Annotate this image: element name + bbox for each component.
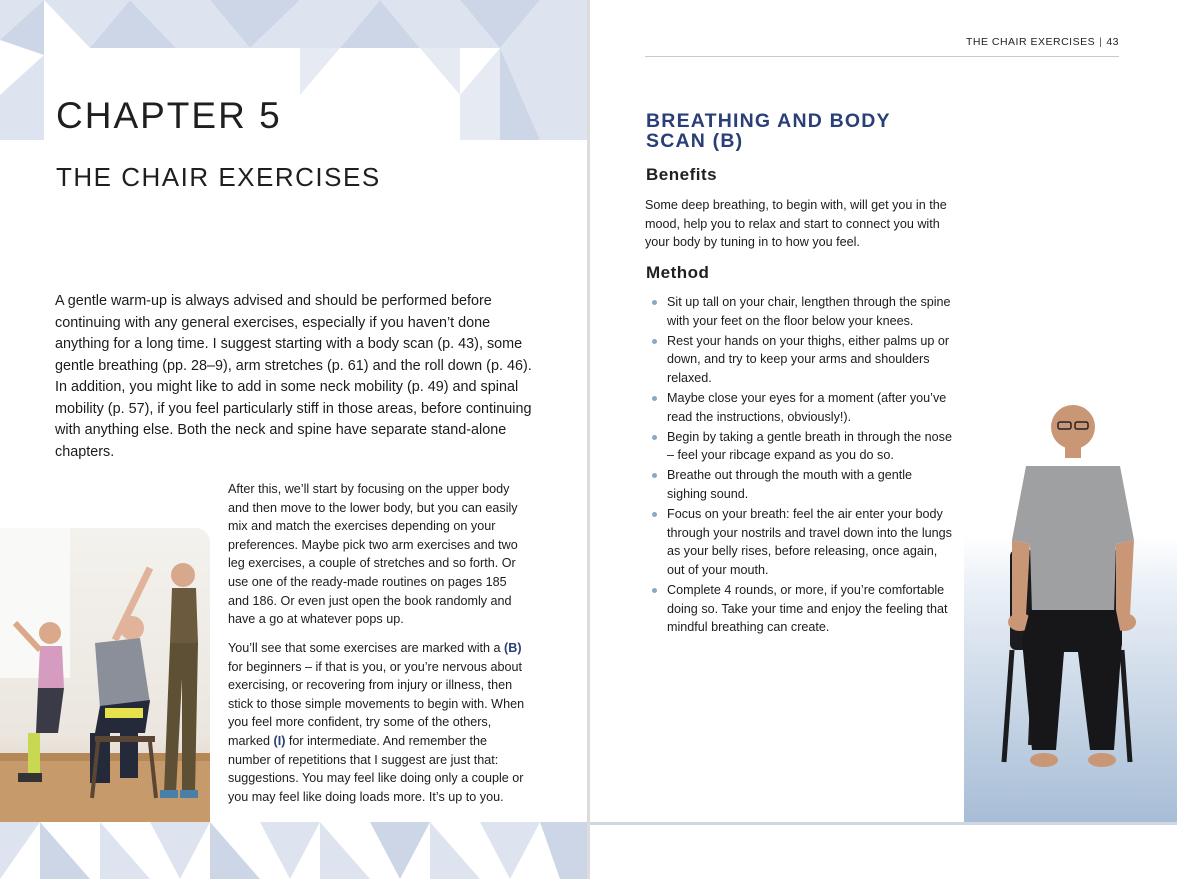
method-step-text: Maybe close your eyes for a moment (after you’ve read the instructions, obviously!). <box>667 390 947 424</box>
section-title-line-1: BREATHING AND BODY <box>646 110 891 132</box>
paragraph-text: You’ll see that some exercises are marked with a <box>228 641 505 655</box>
column-paragraph-2 <box>228 639 528 806</box>
page-bottom-band <box>590 822 1177 825</box>
chapter-number: CHAPTER 5 <box>56 95 282 136</box>
method-step-text: Focus on your breath: feel the air enter your body through your nostrils and travel down into the lungs as your belly rises, before releasing, once again, out of your mouth. <box>667 507 952 577</box>
method-step-text: Breathe out through the mouth with a gentle sighing sound. <box>667 468 913 501</box>
running-head-separator: | <box>1099 36 1103 48</box>
chapter-title: THE CHAIR EXERCISES <box>56 162 381 192</box>
method-step <box>652 389 952 426</box>
bullet-icon <box>652 588 657 593</box>
running-head-title: THE CHAIR EXERCISES <box>965 36 1096 48</box>
intro-paragraph: A gentle warm-up is always advised and should be performed before continuing with any general exercises, especially if you haven’t done anything for a long time. I suggest starting with a body scan (p. 43), some gentle breathing (pp. 28–9), arm stretches (p. 61) and the roll down (p. 46). In addition, you might like to add in some neck mobility (p. 49) and spinal mobility (p. 57), if you feel particularly stiff in those areas, before continuing with anything else. Both the neck and spine have separate stand-alone chapters. <box>55 293 532 460</box>
paragraph-text: for intermediate. And remember the number of repetitions that I suggest are just that: suggestions. You may feel like doing only a couple or you may feel like doing loads more. It’s up to you. <box>228 733 524 804</box>
running-head <box>966 36 1119 48</box>
paragraph-text: for beginners – if that is you, or you’re nervous about exercising, or recovering from injury or illness, then stick to those simple movements to begin with. When you feel more confident, try some of the others, marked <box>228 659 525 748</box>
method-steps-list <box>652 293 952 638</box>
column-paragraph-1: After this, we’ll start by focusing on the upper body and then move to the lower body, but you can easily mix and match the exercises depending on your preferences. Maybe pick two arm exercises and two leg exercises, a couple of stretches and so forth. Or use one of the ready-made routines on pages 185 and 186. Or even just open the book randomly and have a go at whatever pops up. <box>228 482 518 627</box>
beginner-mark: (B) <box>504 641 522 655</box>
right-page <box>590 0 1177 879</box>
section-title <box>646 111 946 151</box>
benefits-heading: Benefits <box>646 165 718 184</box>
section-title-line-2: SCAN (B) <box>646 130 744 152</box>
seated-man-photo <box>964 400 1177 823</box>
method-step <box>652 505 952 579</box>
geometric-pattern-bottom <box>0 822 587 879</box>
bullet-icon <box>652 339 657 344</box>
bullet-icon <box>652 512 657 517</box>
method-step <box>652 293 952 330</box>
chair-exercise-class-photo <box>0 528 210 823</box>
intermediate-mark: (I) <box>273 733 286 748</box>
page-number: 43 <box>1106 36 1119 48</box>
method-step <box>652 332 952 388</box>
method-step-text: Sit up tall on your chair, lengthen through the spine with your feet on the floor below your knees. <box>667 295 951 328</box>
bullet-icon <box>652 473 657 478</box>
bullet-icon <box>652 300 657 305</box>
method-step <box>652 428 952 465</box>
method-step-text: Complete 4 rounds, or more, if you’re comfortable doing so. Take your time and enjoy the feeling that mindful breathing can create. <box>667 582 948 635</box>
bullet-icon <box>652 435 657 440</box>
method-step <box>652 581 952 637</box>
left-page <box>0 0 587 879</box>
method-step-text: Begin by taking a gentle breath in through the nose – feel your ribcage expand as you do so. <box>667 429 952 463</box>
method-heading: Method <box>646 263 710 282</box>
benefits-text: Some deep breathing, to begin with, will get you in the mood, help you to relax and start to connect you with your body by tuning in to how you feel. <box>645 198 947 250</box>
method-step <box>652 466 952 503</box>
header-rule <box>645 56 1119 57</box>
bullet-icon <box>652 396 657 401</box>
method-step-text: Rest your hands on your thighs, either palms up or down, and try to keep your arms and shoulders relaxed. <box>667 333 950 385</box>
